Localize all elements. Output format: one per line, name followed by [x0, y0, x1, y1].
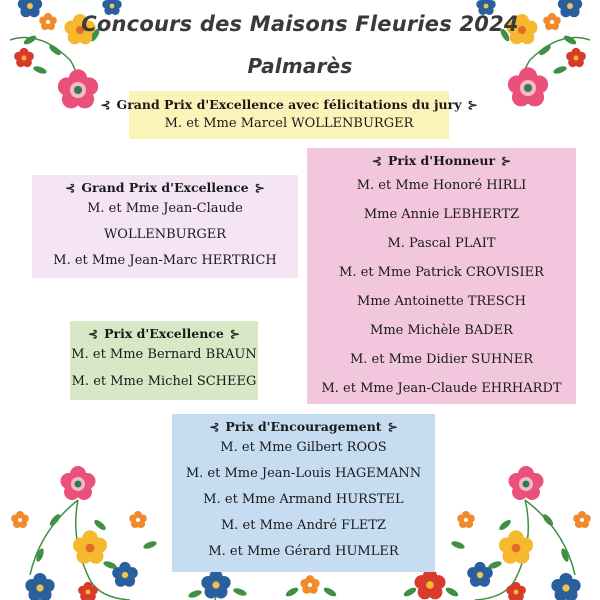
award-box-grand-prix-felicitations [100, 91, 478, 139]
ornament-right-icon: ⊱ [501, 153, 512, 168]
flower-cluster-bottom-right [450, 466, 590, 600]
ornament-left-icon: ⊰ [209, 419, 220, 434]
winner-name: M. et Mme Patrick CROVISIER [339, 265, 544, 280]
winner-name: M. et Mme André FLETZ [220, 518, 387, 533]
winner-name: M. et Mme Didier SUHNER [349, 352, 534, 367]
ornament-right-icon: ⊱ [467, 97, 478, 112]
award-title: Grand Prix d'Excellence [81, 180, 249, 195]
award-title: Prix d'Honneur [387, 153, 496, 168]
ornament-left-icon: ⊰ [88, 326, 99, 341]
winner-name: M. et Mme Honoré HIRLI [356, 178, 527, 193]
award-heading [307, 153, 576, 168]
winner-name: M. et Mme Gilbert ROOS [220, 440, 387, 455]
flower-cluster-bottom-center [187, 569, 459, 600]
winner-name: WOLLENBURGER [103, 227, 227, 242]
award-heading [100, 97, 478, 112]
winner-name: M. et Mme Jean-Claude [87, 201, 243, 216]
ornament-right-icon: ⊱ [229, 326, 240, 341]
award-box-prix-honneur [307, 148, 576, 404]
award-heading [70, 326, 258, 341]
ornament-right-icon: ⊱ [387, 419, 398, 434]
winner-name: M. Pascal PLAIT [387, 236, 496, 251]
award-title: Grand Prix d'Excellence avec félicitations du jury [116, 97, 462, 112]
award-heading [32, 180, 298, 195]
ornament-left-icon: ⊰ [100, 97, 111, 112]
award-heading [172, 419, 435, 434]
winner-name: Mme Michèle BADER [370, 323, 513, 338]
winner-name: M. et Mme Jean-Marc HERTRICH [53, 253, 277, 268]
winner-name: M. et Mme Jean-Louis HAGEMANN [185, 466, 422, 481]
ornament-right-icon: ⊱ [254, 180, 265, 195]
winner-name: M. et Mme Bernard BRAUN [71, 347, 257, 362]
winner-name: M. et Mme Jean-Claude EHRHARDT [321, 381, 562, 396]
flower-cluster-bottom-left [11, 466, 157, 600]
winner-name: M. et Mme Marcel WOLLENBURGER [164, 116, 414, 131]
winner-name: Mme Annie LEBHERTZ [363, 207, 520, 222]
winner-name: Mme Antoinette TRESCH [357, 294, 526, 309]
winner-name: M. et Mme Michel SCHEEG [71, 374, 257, 389]
award-box-prix-excellence [70, 321, 258, 400]
page-title: Concours des Maisons Fleuries 2024 [81, 12, 519, 36]
page-subtitle: Palmarès [247, 54, 353, 78]
ornament-left-icon: ⊰ [371, 153, 382, 168]
award-box-prix-encouragement [172, 414, 435, 572]
winner-name: M. et Mme Gérard HUMLER [208, 544, 399, 559]
award-box-grand-prix [32, 175, 298, 278]
ornament-left-icon: ⊰ [65, 180, 76, 195]
winner-name: M. et Mme Armand HURSTEL [203, 492, 404, 507]
award-title: Prix d'Excellence [104, 326, 224, 341]
award-title: Prix d'Encouragement [225, 419, 382, 434]
